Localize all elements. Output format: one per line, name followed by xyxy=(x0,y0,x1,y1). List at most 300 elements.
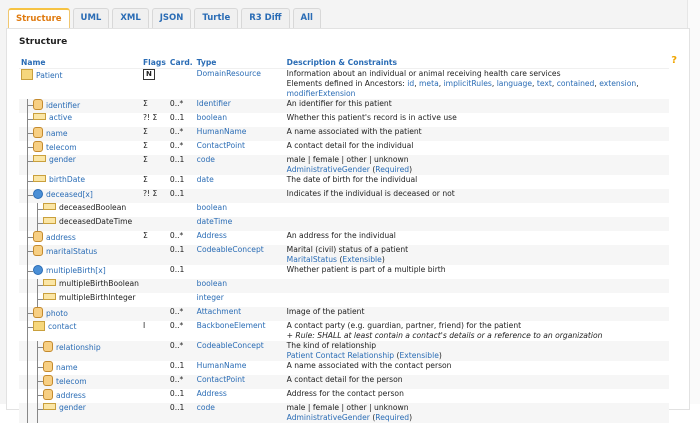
table-row xyxy=(19,127,669,141)
flags-cell xyxy=(141,231,168,245)
description-cell xyxy=(285,231,669,245)
name-cell xyxy=(19,203,141,217)
cardinality: 0..* xyxy=(168,375,195,389)
tree-line xyxy=(27,341,28,361)
description-cell xyxy=(285,375,669,389)
table-row xyxy=(19,99,669,113)
type-link[interactable]: boolean xyxy=(196,113,228,122)
description-text: Address for the contact person xyxy=(286,389,404,398)
name-cell xyxy=(19,231,141,245)
description-text: An address for the individual xyxy=(286,231,396,240)
description-cell xyxy=(285,307,669,321)
description-link[interactable]: contained xyxy=(556,79,595,88)
tree-connector xyxy=(27,237,33,238)
type-cell xyxy=(195,265,285,279)
type-cell xyxy=(195,245,285,265)
description-line xyxy=(287,361,667,371)
tab-json[interactable]: JSON xyxy=(152,8,192,28)
tree-line xyxy=(27,321,28,341)
cardinality: 0..1 xyxy=(168,245,195,265)
flags-cell xyxy=(141,175,168,189)
type-link[interactable]: BackboneElement xyxy=(196,321,266,330)
element-name[interactable]: telecom xyxy=(46,143,77,152)
flags-cell xyxy=(141,99,168,113)
type-cell xyxy=(195,341,285,361)
flags-cell xyxy=(141,293,168,307)
element-name[interactable]: contact xyxy=(48,322,77,331)
description-text: Marital (civil) status of a patient xyxy=(286,245,409,254)
description-text: , xyxy=(414,79,420,88)
element-name[interactable]: telecom xyxy=(56,377,87,386)
tree-connector xyxy=(27,133,33,134)
description-text: A name associated with the patient xyxy=(286,127,422,136)
element-name[interactable]: identifier xyxy=(46,101,81,110)
cardinality: 0..* xyxy=(169,321,184,330)
type-link[interactable]: code xyxy=(196,155,215,164)
tree-line xyxy=(27,403,28,423)
description-link[interactable]: text xyxy=(536,79,552,88)
description-link[interactable]: id xyxy=(407,79,415,88)
description-link[interactable]: language xyxy=(496,79,533,88)
description-cell xyxy=(285,155,669,175)
flags-cell xyxy=(141,113,168,127)
cardinality: 0..* xyxy=(169,141,184,150)
structure-table xyxy=(19,55,677,423)
description-text: Elements defined in Ancestors: xyxy=(286,79,408,88)
tree-line xyxy=(37,293,38,307)
description-cell xyxy=(285,175,669,189)
element-name: deceasedDateTime xyxy=(59,217,133,226)
description-link[interactable]: meta xyxy=(419,79,439,88)
flags: Σ xyxy=(143,231,148,240)
description-text: A contact detail for the individual xyxy=(286,141,414,150)
primitive-icon xyxy=(33,175,46,182)
table-row xyxy=(19,245,669,265)
element-name: deceasedBoolean xyxy=(59,203,127,212)
description-text: , xyxy=(636,79,639,88)
tree-line xyxy=(27,203,28,217)
description-text: + Rule: SHALL at least contain a contact's details or a reference to an organization xyxy=(286,331,603,340)
tree-line xyxy=(27,245,28,265)
cardinality: 0..1 xyxy=(169,113,185,122)
col-type: Type xyxy=(195,56,285,69)
table-row xyxy=(19,69,669,100)
description-text: ) xyxy=(409,165,413,174)
description-link[interactable]: implicitRules xyxy=(443,79,492,88)
datatype-icon xyxy=(33,307,43,318)
tree-line xyxy=(37,375,38,389)
cardinality: 0..1 xyxy=(169,175,185,184)
content-panel xyxy=(6,28,690,422)
tab-bar xyxy=(8,8,321,30)
tree-line xyxy=(37,341,38,361)
flags-cell xyxy=(141,69,168,100)
tree-line xyxy=(27,231,28,245)
tree-line xyxy=(27,265,28,279)
flags-cell xyxy=(141,321,168,341)
tree-line xyxy=(27,127,28,141)
datatype-icon xyxy=(33,231,43,242)
type-cell xyxy=(195,99,285,113)
description-text: Image of the patient xyxy=(286,307,365,316)
element-name[interactable]: gender xyxy=(59,403,86,412)
description-link[interactable]: AdministrativeGender xyxy=(286,165,370,174)
flags-cell xyxy=(141,307,168,321)
description-cell xyxy=(285,203,669,217)
tree-line xyxy=(27,217,28,231)
flags-cell xyxy=(141,245,168,265)
type-link[interactable]: boolean xyxy=(196,279,228,288)
tree-line xyxy=(27,389,28,403)
name-cell xyxy=(19,245,141,265)
type-link[interactable]: ContactPoint xyxy=(196,375,246,384)
type-link[interactable]: HumanName xyxy=(196,127,247,136)
description-cell xyxy=(285,245,669,265)
description-cell xyxy=(285,113,669,127)
description-line xyxy=(287,375,667,385)
tree-connector xyxy=(37,285,43,286)
col-card: Card. xyxy=(169,57,193,67)
tree-line xyxy=(37,279,38,293)
name-cell xyxy=(19,307,141,321)
tab-all[interactable]: All xyxy=(293,8,321,28)
element-name[interactable]: multipleBirth[x] xyxy=(46,266,106,275)
table-row xyxy=(19,307,669,321)
cardinality: 0..1 xyxy=(168,189,195,203)
description-link[interactable]: AdministrativeGender xyxy=(286,413,370,422)
description-cell xyxy=(285,217,669,231)
tree-connector xyxy=(37,347,43,348)
description-cell xyxy=(285,321,669,341)
description-cell xyxy=(285,141,669,155)
tree-connector xyxy=(27,327,33,328)
datatype-icon xyxy=(43,341,53,352)
tab-structure[interactable]: Structure xyxy=(8,8,70,30)
table-row xyxy=(19,403,669,423)
description-text: male | female | other | unknown xyxy=(286,155,409,164)
datatype-icon xyxy=(43,361,53,372)
table-row xyxy=(19,279,669,293)
name-cell xyxy=(19,321,141,341)
table-row xyxy=(19,203,669,217)
name-cell xyxy=(19,361,141,375)
description-line xyxy=(287,175,667,185)
flags: ?! Σ xyxy=(143,189,158,198)
type-cell xyxy=(195,279,285,293)
type-cell xyxy=(195,375,285,389)
flags: Σ xyxy=(143,99,148,108)
flags-cell xyxy=(141,155,168,175)
element-name[interactable]: active xyxy=(49,113,73,122)
resource-icon xyxy=(21,69,33,80)
primitive-icon xyxy=(43,403,56,410)
tree-connector xyxy=(37,223,43,224)
cardinality xyxy=(168,217,195,231)
description-line xyxy=(287,307,667,317)
description-cell xyxy=(285,265,669,279)
datatype-icon xyxy=(43,375,53,386)
name-cell xyxy=(19,127,141,141)
type-link[interactable]: ContactPoint xyxy=(196,141,246,150)
cardinality: 0..1 xyxy=(169,389,185,398)
cardinality: 0..1 xyxy=(168,155,195,175)
tree-line xyxy=(27,361,28,375)
type-link[interactable]: code xyxy=(196,403,215,412)
flags: Σ xyxy=(143,127,148,136)
cardinality xyxy=(168,279,195,293)
description-text: Whether patient is part of a multiple birth xyxy=(286,265,446,274)
description-line xyxy=(287,127,667,137)
type-link[interactable]: boolean xyxy=(196,203,228,212)
flags-cell xyxy=(141,141,168,155)
cardinality xyxy=(168,69,195,100)
description-text: The date of birth for the individual xyxy=(286,175,418,184)
tree-line xyxy=(27,175,28,189)
description-text: A name associated with the contact person xyxy=(286,361,452,370)
type-link[interactable]: Identifier xyxy=(196,99,231,108)
flags-cell xyxy=(141,361,168,375)
table-row xyxy=(19,265,669,279)
description-line xyxy=(287,155,667,165)
description-text: , xyxy=(551,79,557,88)
tree-connector xyxy=(37,209,43,210)
table-row xyxy=(19,175,669,189)
description-line xyxy=(287,245,667,255)
description-text: ( xyxy=(337,255,343,264)
description-line xyxy=(287,389,667,399)
element-name[interactable]: address xyxy=(46,233,76,242)
tree-connector xyxy=(37,381,43,382)
cardinality: 0..* xyxy=(168,127,195,141)
flags-cell xyxy=(141,341,168,361)
description-line xyxy=(287,189,667,199)
type-cell xyxy=(195,321,285,341)
description-line xyxy=(287,351,667,361)
cardinality xyxy=(168,293,195,307)
table-row xyxy=(19,155,669,175)
description-text: , xyxy=(532,79,537,88)
type-cell xyxy=(195,141,285,155)
name-cell xyxy=(19,99,141,113)
tab-r3-diff[interactable]: R3 Diff xyxy=(241,8,289,28)
type-cell xyxy=(195,217,285,231)
description-line xyxy=(287,341,667,351)
description-cell xyxy=(285,403,669,423)
primitive-icon xyxy=(33,113,46,120)
cardinality: 0..* xyxy=(168,341,195,361)
table-row xyxy=(19,141,669,155)
table-row xyxy=(19,341,669,361)
type-link[interactable]: date xyxy=(196,175,214,184)
name-cell xyxy=(19,69,141,100)
cardinality xyxy=(168,203,195,217)
description-line xyxy=(287,321,667,331)
name-cell xyxy=(19,279,141,293)
type-link[interactable]: dateTime xyxy=(196,217,233,226)
datatype-icon xyxy=(43,389,53,400)
element-name[interactable]: maritalStatus xyxy=(46,247,98,256)
type-link[interactable]: Attachment xyxy=(196,307,242,316)
tab-turtle[interactable]: Turtle xyxy=(194,8,238,28)
flags: Σ xyxy=(143,141,148,150)
flags-cell xyxy=(141,389,168,403)
description-cell xyxy=(285,293,669,307)
table-row xyxy=(19,375,669,389)
element-name: multipleBirthBoolean xyxy=(59,279,139,288)
tree-connector xyxy=(37,299,43,300)
description-cell xyxy=(285,341,669,361)
tab-uml[interactable]: UML xyxy=(73,8,110,28)
type-cell xyxy=(195,293,285,307)
tree-line xyxy=(27,307,28,321)
description-link[interactable]: MaritalStatus xyxy=(286,255,338,264)
type-cell xyxy=(195,389,285,403)
type-link[interactable]: integer xyxy=(196,293,224,302)
tree-connector xyxy=(27,271,33,272)
description-link[interactable]: Extensible xyxy=(342,255,382,264)
table-row xyxy=(19,189,669,203)
name-cell xyxy=(19,141,141,155)
col-flags: Flags xyxy=(143,57,166,67)
cardinality: 0..* xyxy=(168,99,195,113)
flags-cell xyxy=(141,189,168,203)
type-link[interactable]: HumanName xyxy=(196,361,247,370)
name-cell xyxy=(19,375,141,389)
flags-cell xyxy=(141,265,168,279)
description-text: male | female | other | unknown xyxy=(286,403,409,412)
cardinality: 0..1 xyxy=(169,265,185,274)
flags: ?! Σ xyxy=(143,113,158,122)
description-text: A contact party (e.g. guardian, partner, friend) for the patient xyxy=(286,321,522,330)
cardinality: 0..* xyxy=(169,231,184,240)
description-text: ) xyxy=(381,255,385,264)
type-link[interactable]: Address xyxy=(196,231,227,240)
description-link[interactable]: Patient Contact Relationship xyxy=(286,351,397,360)
tree-connector xyxy=(27,119,33,120)
type-link[interactable]: Address xyxy=(196,389,227,398)
description-text: , xyxy=(491,79,497,88)
description-text: ) xyxy=(438,351,442,360)
cardinality: 0..1 xyxy=(169,361,185,370)
description-text: An identifier for this patient xyxy=(286,99,392,108)
tree-line xyxy=(27,155,28,175)
table-header xyxy=(19,56,669,69)
type-cell xyxy=(195,175,285,189)
choice-icon xyxy=(33,189,43,199)
description-cell xyxy=(285,99,669,113)
name-cell xyxy=(19,293,141,307)
name-cell xyxy=(19,189,141,203)
type-cell xyxy=(195,127,285,141)
description-line xyxy=(287,413,667,423)
flags-cell xyxy=(141,127,168,141)
col-name: Name xyxy=(19,56,141,69)
element-name[interactable]: birthDate xyxy=(49,175,85,184)
tree-line xyxy=(27,141,28,155)
element-name[interactable]: gender xyxy=(49,155,76,164)
element-name[interactable]: address xyxy=(56,391,86,400)
description-text: ) xyxy=(409,413,413,422)
help-icon[interactable]: ? xyxy=(671,55,677,66)
tree-connector xyxy=(37,367,43,368)
description-link[interactable]: Extensible xyxy=(399,351,439,360)
element-name[interactable]: Patient xyxy=(36,71,63,80)
datatype-icon xyxy=(33,127,43,138)
description-cell xyxy=(285,189,669,203)
description-cell xyxy=(285,69,669,100)
description-line xyxy=(287,79,667,99)
description-line xyxy=(287,113,667,123)
primitive-icon xyxy=(43,203,56,210)
type-cell xyxy=(195,361,285,375)
name-cell xyxy=(19,217,141,231)
type-link[interactable]: CodeableConcept xyxy=(196,341,264,350)
description-text: ( xyxy=(396,351,400,360)
description-link[interactable]: modifierExtension xyxy=(286,89,356,98)
description-text: A contact detail for the person xyxy=(286,375,403,384)
description-line xyxy=(287,141,667,151)
table-row xyxy=(19,113,669,127)
description-line xyxy=(287,69,667,79)
type-link[interactable]: DomainResource xyxy=(196,69,261,78)
table-row xyxy=(19,361,669,375)
datatype-icon xyxy=(33,245,43,256)
type-link[interactable]: CodeableConcept xyxy=(196,245,264,254)
element-name[interactable]: deceased[x] xyxy=(46,190,93,199)
element-name[interactable]: photo xyxy=(46,309,68,318)
tree-line xyxy=(27,189,28,203)
element-icon xyxy=(33,321,45,331)
element-name[interactable]: name xyxy=(56,363,78,372)
type-cell xyxy=(195,203,285,217)
tree-connector xyxy=(27,161,33,162)
flags-cell xyxy=(141,217,168,231)
element-name[interactable]: relationship xyxy=(56,343,101,352)
name-cell xyxy=(19,341,141,361)
description-link[interactable]: extension xyxy=(599,79,637,88)
element-name: multipleBirthInteger xyxy=(59,293,136,302)
description-cell xyxy=(285,361,669,375)
description-line xyxy=(287,265,667,275)
tree-connector xyxy=(27,313,33,314)
description-link[interactable]: Required xyxy=(375,413,410,422)
tree-line xyxy=(27,279,28,293)
type-cell xyxy=(195,69,285,100)
name-cell xyxy=(19,265,141,279)
tab-xml[interactable]: XML xyxy=(112,8,148,28)
description-text: The kind of relationship xyxy=(286,341,377,350)
description-text: Information about an individual or animal receiving health care services xyxy=(286,69,561,78)
description-text: ( xyxy=(369,165,376,174)
tree-line xyxy=(27,113,28,127)
tree-line xyxy=(27,293,28,307)
primitive-icon xyxy=(43,279,56,286)
description-line xyxy=(287,99,667,109)
type-cell xyxy=(195,189,285,203)
tree-connector xyxy=(27,251,33,252)
name-cell xyxy=(19,175,141,189)
tree-line xyxy=(27,99,28,113)
section-heading: Structure xyxy=(19,37,68,47)
description-link[interactable]: Required xyxy=(375,165,410,174)
tree-line xyxy=(37,361,38,375)
tree-line xyxy=(37,217,38,231)
tree-line xyxy=(37,203,38,217)
flags-cell xyxy=(141,279,168,293)
description-text: Whether this patient's record is in active use xyxy=(286,113,457,122)
element-name[interactable]: name xyxy=(46,129,68,138)
type-cell xyxy=(195,403,285,423)
